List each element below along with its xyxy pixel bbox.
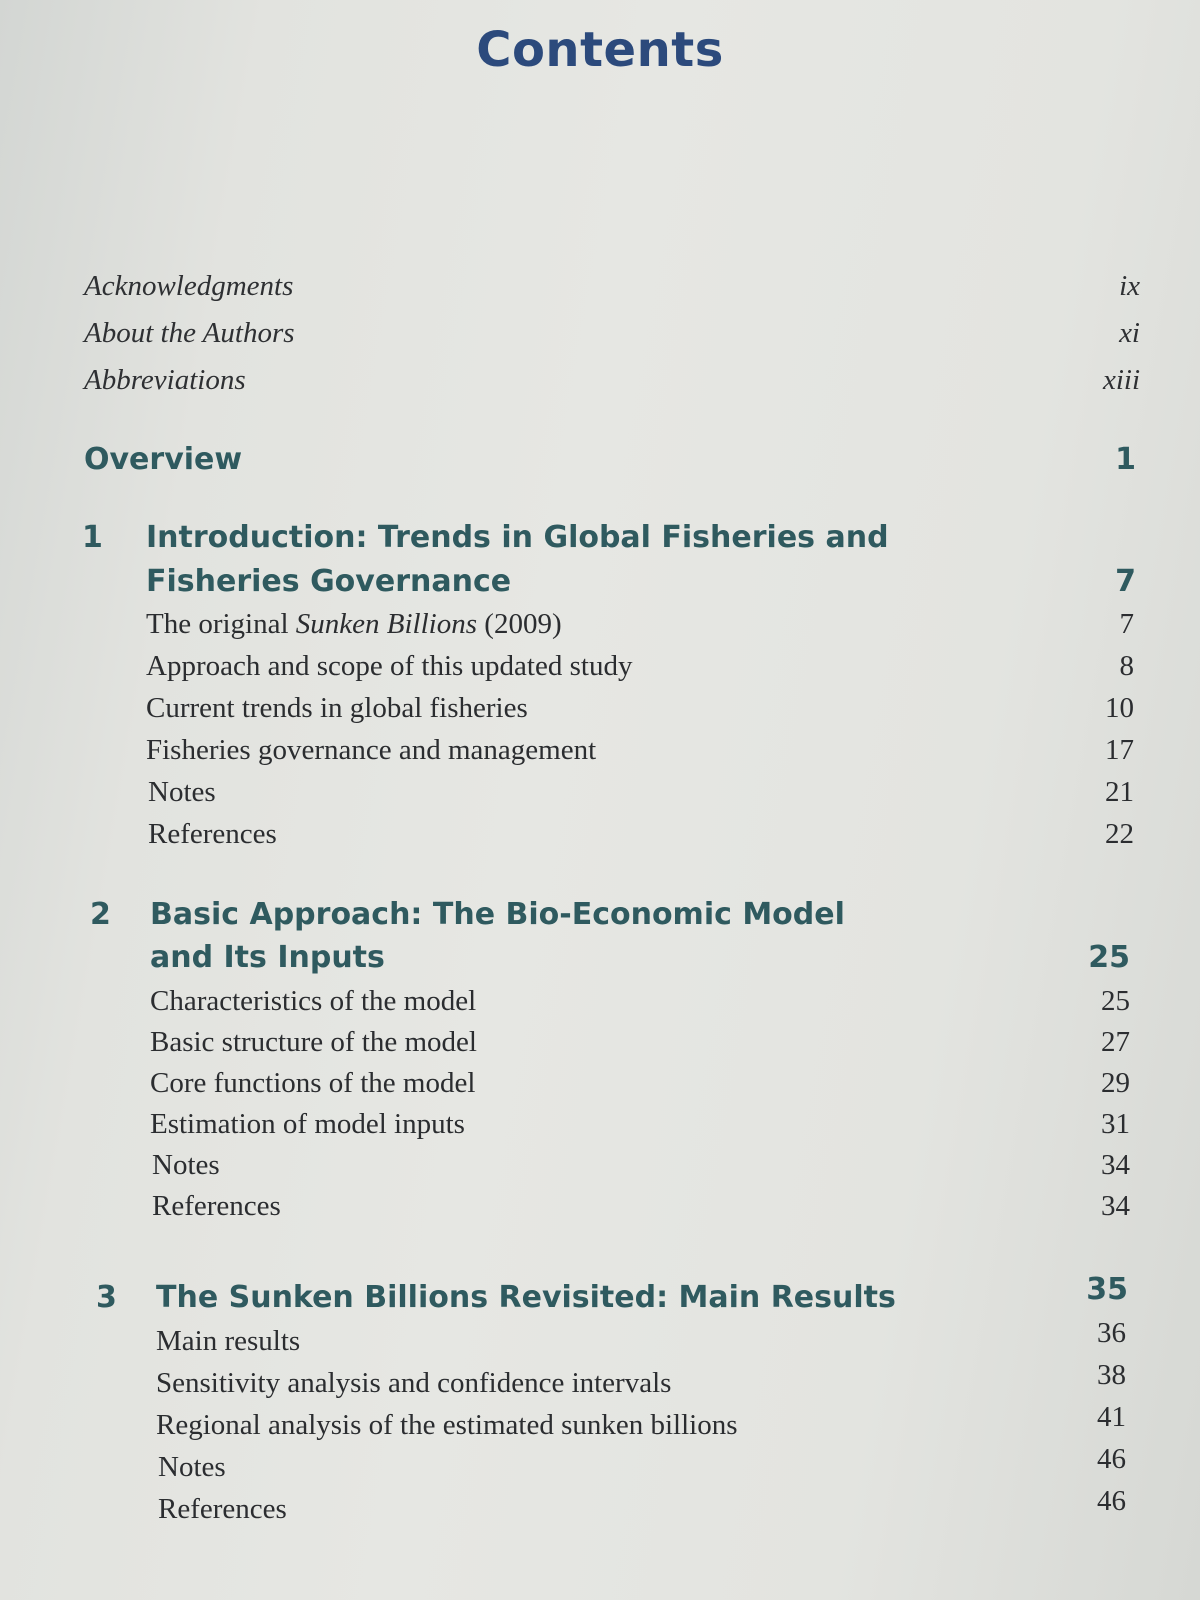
toc-entry-section[interactable] xyxy=(158,1443,1126,1491)
chapter-title-2-line2[interactable] xyxy=(150,940,1130,980)
entry-page: 1 xyxy=(1115,442,1136,477)
entry-page: 38 xyxy=(1097,1359,1126,1391)
chapter-page: 7 xyxy=(1115,564,1136,599)
toc-entry-section[interactable] xyxy=(150,1108,1130,1148)
entry-page: 41 xyxy=(1097,1401,1126,1433)
chapter-page: 35 xyxy=(1086,1272,1128,1307)
entry-label: Acknowledgments xyxy=(84,270,294,302)
entry-label: Notes xyxy=(152,1149,220,1181)
toc-entry-abbreviations[interactable] xyxy=(84,364,1140,404)
toc-entry-section[interactable] xyxy=(156,1401,1126,1449)
entry-label: Notes xyxy=(148,776,216,808)
entry-label: Estimation of model inputs xyxy=(150,1108,465,1140)
entry-label: Current trends in global fisheries xyxy=(146,692,528,724)
toc-entry-section[interactable] xyxy=(156,1359,1126,1407)
toc-entry-section[interactable] xyxy=(146,650,1134,690)
entry-page: xi xyxy=(1119,317,1140,349)
entry-page: 36 xyxy=(1097,1317,1126,1349)
entry-page: 46 xyxy=(1097,1485,1126,1517)
toc-entry-section[interactable] xyxy=(156,1317,1126,1365)
entry-label: Abbreviations xyxy=(84,364,246,396)
entry-page: 25 xyxy=(1101,985,1130,1017)
toc-entry-section[interactable] xyxy=(150,1067,1130,1107)
entry-label: About the Authors xyxy=(84,317,295,349)
chapter-title: and Its Inputs xyxy=(150,940,385,975)
toc-entry-section[interactable] xyxy=(148,818,1134,858)
toc-entry-section[interactable] xyxy=(158,1485,1126,1533)
toc-entry-section[interactable] xyxy=(148,776,1134,816)
entry-label: Sensitivity analysis and confidence intervals xyxy=(156,1367,672,1399)
entry-label: Notes xyxy=(158,1451,226,1483)
toc-entry-overview[interactable] xyxy=(84,442,1136,482)
chapter-page: 25 xyxy=(1088,940,1130,975)
chapter-title: The Sunken Billions Revisited: Main Results xyxy=(156,1280,896,1315)
toc-entry-acknowledgments[interactable] xyxy=(84,270,1140,310)
toc-entry-section[interactable] xyxy=(146,734,1134,774)
chapter-number: 2 xyxy=(90,897,111,932)
page-title: Contents xyxy=(476,22,724,78)
entry-label: Regional analysis of the estimated sunken billions xyxy=(156,1409,738,1441)
entry-page: 7 xyxy=(1119,608,1134,640)
chapter-number: 3 xyxy=(96,1280,117,1315)
entry-label: The original Sunken Billions (2009) xyxy=(146,608,562,640)
chapter-title-1-line2[interactable] xyxy=(146,564,1136,604)
entry-page: 34 xyxy=(1101,1149,1130,1181)
entry-label: Basic structure of the model xyxy=(150,1026,477,1058)
chapter-title: Fisheries Governance xyxy=(146,564,512,599)
toc-entry-about-the-authors[interactable] xyxy=(84,317,1140,357)
toc-entry-section[interactable] xyxy=(150,1026,1130,1066)
entry-page: 34 xyxy=(1101,1190,1130,1222)
entry-label: References xyxy=(152,1190,281,1222)
chapter-title-3[interactable] xyxy=(156,1272,1128,1320)
toc-entry-section[interactable] xyxy=(152,1190,1130,1230)
entry-page: 29 xyxy=(1101,1067,1130,1099)
chapter-number: 1 xyxy=(82,520,103,555)
chapter-title: Basic Approach: The Bio-Economic Model xyxy=(150,897,845,932)
entry-label: Approach and scope of this updated study xyxy=(146,650,633,682)
entry-label: Characteristics of the model xyxy=(150,985,477,1017)
entry-page: 27 xyxy=(1101,1026,1130,1058)
chapter-title-2-line1[interactable] xyxy=(150,897,1130,937)
entry-page: 8 xyxy=(1119,650,1134,682)
entry-page: 17 xyxy=(1105,734,1134,766)
entry-label: References xyxy=(148,818,277,850)
entry-page: ix xyxy=(1119,270,1140,302)
entry-page: 31 xyxy=(1101,1108,1130,1140)
toc-entry-section[interactable] xyxy=(146,608,1134,648)
chapter-title-1-line1[interactable] xyxy=(146,520,1136,560)
entry-label: Overview xyxy=(84,442,243,477)
chapter-title: Introduction: Trends in Global Fisheries and xyxy=(146,520,889,555)
entry-label: Fisheries governance and management xyxy=(146,734,597,766)
toc-entry-section[interactable] xyxy=(152,1149,1130,1189)
entry-page: 46 xyxy=(1097,1443,1126,1475)
entry-page: 21 xyxy=(1105,776,1134,808)
entry-label: Core functions of the model xyxy=(150,1067,476,1099)
entry-page: xiii xyxy=(1102,364,1140,396)
toc-entry-section[interactable] xyxy=(146,692,1134,732)
toc-entry-section[interactable] xyxy=(150,985,1130,1025)
entry-page: 10 xyxy=(1105,692,1134,724)
entry-label: References xyxy=(158,1493,287,1525)
entry-page: 22 xyxy=(1105,818,1134,850)
entry-label: Main results xyxy=(156,1325,301,1357)
